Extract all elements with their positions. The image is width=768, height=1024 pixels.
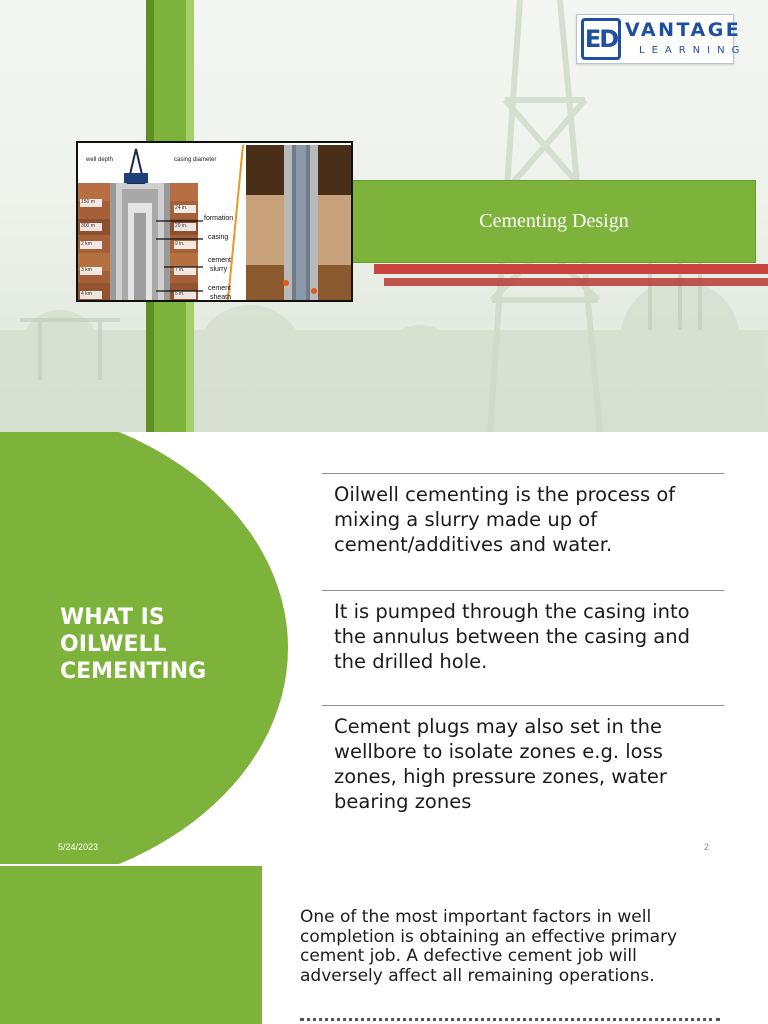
- logo-subtitle: LEARNING: [639, 45, 747, 56]
- diagram-header-left: well depth: [86, 157, 114, 163]
- banner-shadow-lower: [384, 278, 768, 286]
- diagram-diameter-label: 9 in.: [175, 241, 185, 247]
- bullet-point: Oilwell cementing is the process of mixing a slurry made up of cement/additives and water.: [322, 473, 724, 557]
- diagram-diameter-label: 7 in.: [175, 267, 185, 273]
- green-side-panel: [0, 866, 262, 1024]
- well-cementing-diagram: [76, 141, 353, 302]
- diagram-depth-label: 4 km: [81, 291, 92, 297]
- banner-shadow: [374, 264, 768, 274]
- slide-date: 5/24/2023: [58, 842, 99, 852]
- diagram-diameter-label: 5 in.: [175, 291, 185, 297]
- definition-slide: [0, 432, 768, 864]
- diagram-depth-label: 2 km: [81, 241, 92, 247]
- diagram-diameter-label: 20 in.: [175, 223, 188, 229]
- diagram-label-formation: formation: [204, 215, 234, 222]
- slide-title: Cementing Design: [479, 210, 629, 232]
- title-banner: [352, 180, 756, 263]
- importance-slide: [0, 866, 768, 1024]
- cut-off-text-line: [300, 1018, 720, 1024]
- diagram-header-right: casing diameter: [174, 157, 217, 163]
- bullet-point: It is pumped through the casing into the annulus between the casing and the drilled hole.: [322, 590, 724, 674]
- logo-mark: ED: [581, 18, 621, 60]
- diagram-depth-label: 300 m: [81, 223, 95, 229]
- diagram-label-slurry: slurry: [210, 266, 228, 273]
- diagram-depth-label: 150 m: [81, 199, 95, 205]
- diagram-label-sheath: sheath: [210, 294, 232, 301]
- diagram-depth-label: 3 km: [81, 267, 92, 273]
- diagram-label-cement: cement: [208, 257, 231, 264]
- section-title: WHAT IS OILWELL CEMENTING: [60, 605, 207, 684]
- logo-wordmark: VANTAGE: [625, 19, 742, 41]
- edvantage-logo: [576, 14, 747, 64]
- diagram-label-casing: casing: [208, 234, 229, 241]
- body-paragraph: One of the most important factors in well completion is obtaining an effective primary cement job. A defective cement job will adversely affect all remaining operations.: [300, 907, 678, 986]
- slide-number: 2: [704, 842, 710, 852]
- diagram-diameter-label: 24 in.: [175, 205, 188, 211]
- title-slide: [0, 0, 768, 432]
- bullet-point: Cement plugs may also set in the wellbore to isolate zones e.g. loss zones, high pressure zones, water bearing zones: [322, 705, 724, 814]
- diagram-label-cement: cement: [208, 285, 231, 292]
